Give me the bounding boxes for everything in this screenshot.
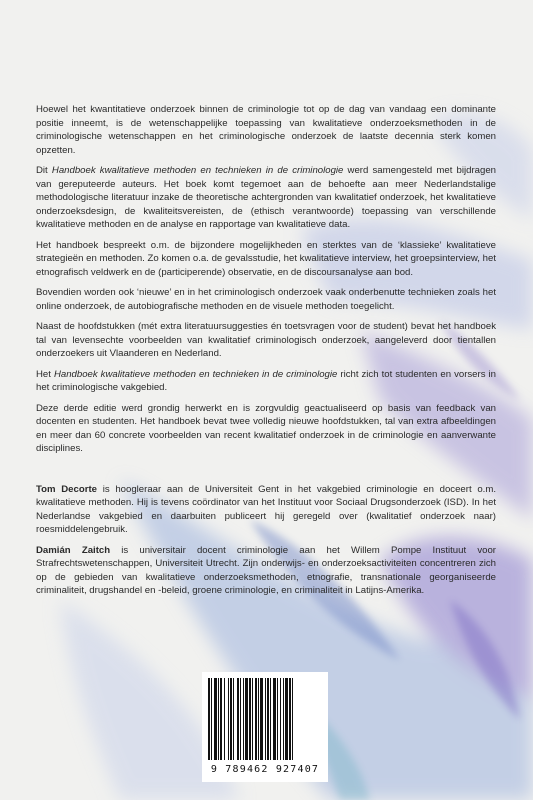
barcode-bar <box>283 678 284 760</box>
book-title-italic: Handboek kwalitatieve methoden en technieken in de criminologie <box>53 368 338 380</box>
barcode-bar <box>208 678 210 760</box>
barcode-bar <box>228 678 229 760</box>
barcode-bar <box>240 678 241 760</box>
barcode-bar <box>249 678 251 760</box>
barcode-bar <box>270 678 271 760</box>
barcode-bar <box>289 678 291 760</box>
isbn-barcode <box>202 672 328 782</box>
paragraph-new-techniques: Bovendien worden ook ‘nieuwe’ en in het criminologisch onderzoek vaak onderbenutte technieken zoals het online onderzoek, de autobiografische methoden en de visuele methoden toegelicht. <box>36 287 496 312</box>
author-name: Damián Zaitch <box>36 544 111 556</box>
barcode-bar <box>224 678 225 760</box>
barcode-bar <box>252 678 253 760</box>
paragraph-audience: Het Handboek kwalitatieve methoden en technieken in de criminologie richt zich tot studenten en vorsers in het criminologische vakgebied. <box>36 368 496 393</box>
paragraph-examples: Naast de hoofdstukken (mét extra literatuursuggesties én toetsvragen voor de student) bevat het handboek tal van levensechte voorbeelden van kwalitatief criminologisch onderzoek, aangeleverd door tientallen onderzoekers uit Vlaanderen en Nederland. <box>36 321 496 359</box>
paragraph-intro: Hoewel het kwantitatieve onderzoek binnen de criminologie tot op de dag van vandaag een dominante positie inneemt, is de wetenschappelijke toepassing van kwalitatieve onderzoeksmethoden in de criminologische wetenschappen en het criminologische onderzoek de laatste decennia sterk komen opzetten. <box>36 104 496 156</box>
barcode-bar <box>265 678 266 760</box>
barcode-bar <box>277 678 278 760</box>
barcode-bar <box>233 678 234 760</box>
barcode-bar <box>230 678 232 760</box>
barcode-bar <box>214 678 217 760</box>
back-cover-text <box>36 103 496 605</box>
barcode-bar <box>280 678 281 760</box>
barcode-bar <box>211 678 212 760</box>
barcode-bar <box>260 678 263 760</box>
author-name: Tom Decorte <box>36 483 97 495</box>
barcode-bar <box>218 678 219 760</box>
barcode-bars <box>202 672 328 762</box>
isbn-number: 9 789462 927407 <box>210 764 320 775</box>
paragraph-third-edition: Deze derde editie werd grondig herwerkt en is zorgvuldig geactualiseerd op basis van feedback van docenten en studenten. Het handboek bevat twee volledig nieuwe hoofdstukken, tal van extra afbeeldingen en meer dan 60 concrete voorbeelden van recent kwalitatief onderzoek in de criminologie en aanverwante disciplines. <box>36 402 496 454</box>
barcode-bar <box>285 678 288 760</box>
barcode-bar <box>220 678 222 760</box>
paragraph-handbook: Dit Handboek kwalitatieve methoden en technieken in de criminologie werd samengesteld met bijdragen van gereputeerde auteurs. Het boek komt tegemoet aan de behoefte aan meer Nederlandstalige methodologische literatuur inzake de theoretische achtergronden van kwalitatief onderzoek, het kwalitatieve onderzoeksdesign, de kwaliteitsvereisten, de (ethisch verantwoorde) toepassing van verschillende kwalitatieve methoden en de analyse en rapportage van kwalitatieve data. <box>36 165 497 230</box>
barcode-bar <box>237 678 239 760</box>
barcode-bar <box>273 678 276 760</box>
barcode-bar <box>255 678 257 760</box>
paragraph-methods: Het handboek bespreekt o.m. de bijzondere mogelijkheden en sterktes van de ‘klassieke’ kwalitatieve strategieën en methoden. Zo komen o.a. de gevalsstudie, het kwalitatieve interview, het groepsinterview, het etnografisch veldwerk en de (participerende) observatie, en de discoursanalyse aan bod. <box>36 239 496 278</box>
barcode-bar <box>292 678 293 760</box>
author-bio-decorte: Tom Decorte is hoogleraar aan de Universiteit Gent in het vakgebied criminologie en doceert o.m. kwalitatieve methoden. Hij is tevens coördinator van het Instituut voor Sociaal Drugsonderzoek (ISD). In het Nederlandse vakgebied en daarbuiten publiceert hij geregeld over (kwalitatief onderzoek naar) roesmiddelengebruik. <box>36 483 496 535</box>
barcode-bar <box>258 678 259 760</box>
barcode-bar <box>245 678 248 760</box>
book-title-italic: Handboek kwalitatieve methoden en technieken in de criminologie <box>51 165 344 176</box>
barcode-bar <box>267 678 269 760</box>
author-bio-zaitch: Damián Zaitch is universitair docent criminologie aan het Willem Pompe Instituut voor Strafrechtswetenschappen, Universiteit Utrecht. Zijn onderwijs- en onderzoeksactiviteiten concentreren zich op de gebieden van kwalitatieve onderzoeksmethoden, etnografie, transnationale georganiseerde criminaliteit, drugshandel en -beleid, groene criminologie, en criminaliteit in Latijns-Amerika. <box>36 544 496 596</box>
barcode-bar <box>243 678 244 760</box>
